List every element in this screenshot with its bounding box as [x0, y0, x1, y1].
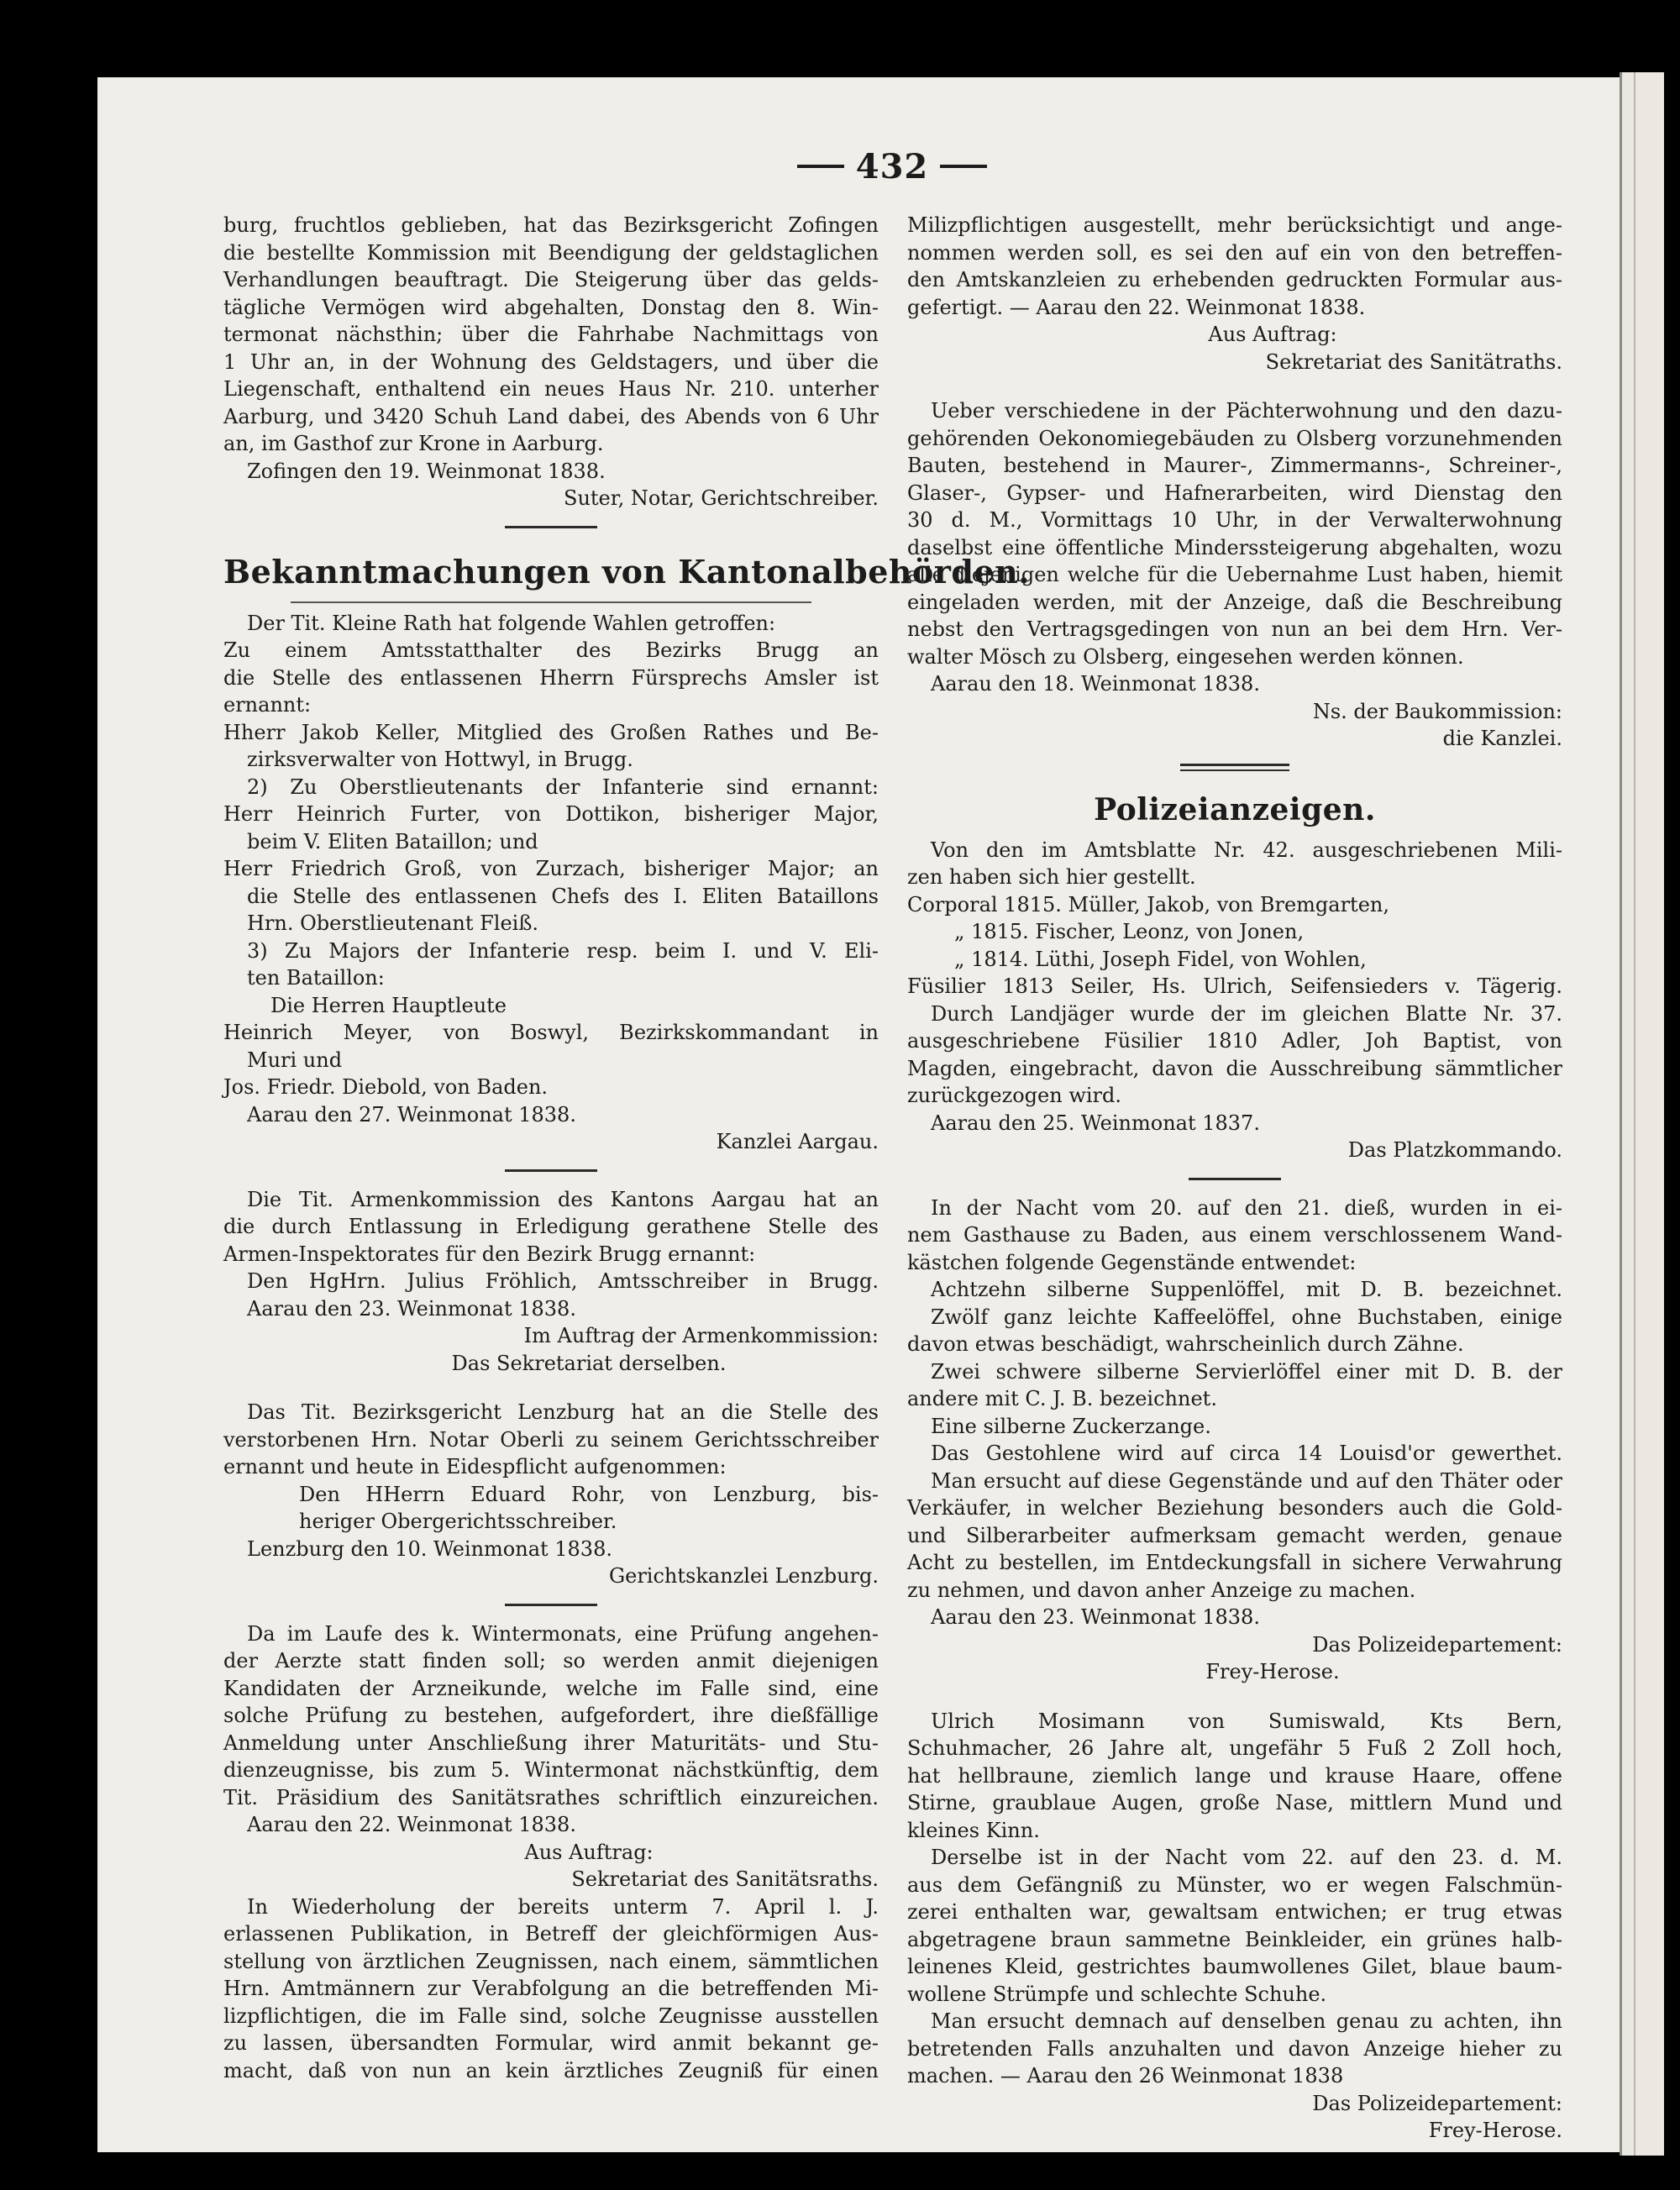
text-line: Von den im Amtsblatte Nr. 42. ausgeschriebenen Mili- — [931, 838, 1562, 862]
text-line: Zofingen den 19. Weinmonat 1838. — [247, 459, 606, 483]
header-rule-right — [940, 165, 987, 168]
separator-rule — [1189, 1178, 1281, 1180]
section-heading: Polizeianzeigen. — [1094, 791, 1376, 827]
text-line: Acht zu bestellen, im Entdeckungsfall in sichere Verwahrung — [907, 1551, 1562, 1574]
text-line: Aarau den 25. Weinmonat 1837. — [931, 1111, 1260, 1135]
text-line: Das Tit. Bezirksgericht Lenzburg hat an die Stelle des — [247, 1400, 879, 1424]
section-separator — [223, 512, 879, 543]
text-line: Ns. der Baukommission: — [1312, 699, 1562, 723]
heading-underline — [223, 601, 879, 610]
text-line: kästchen folgende Gegenstände entwendet: — [907, 1250, 1357, 1274]
text-line: „ 1814. Lüthi, Joseph Fidel, von Wohlen, — [954, 947, 1367, 971]
text-line: kleines Kinn. — [907, 1818, 1040, 1842]
text-line: die Stelle des entlassenen Chefs des I. Eliten Bataillons — [247, 884, 879, 908]
text-line: Aarau den 27. Weinmonat 1838. — [247, 1102, 576, 1127]
text-line: Durch Landjäger wurde der im gleichen Blatte Nr. 37. — [931, 1001, 1562, 1026]
text-line: Da im Laufe des k. Wintermonats, eine Prüfung angehen- — [247, 1621, 879, 1646]
text-line: Den HHerrn Eduard Rohr, von Lenzburg, bis- — [299, 1482, 879, 1506]
separator-rule — [505, 526, 597, 528]
text-line: Kanzlei Aargau. — [716, 1130, 879, 1153]
text-line: beim V. Eliten Bataillon; und — [247, 829, 538, 853]
text-line: Achtzehn silberne Suppenlöffel, mit D. B. bezeichnet. — [931, 1278, 1562, 1301]
text-line: Liegenschaft, enthaltend ein neues Haus Nr. 210. unterher — [223, 377, 879, 401]
section-separator — [223, 1590, 879, 1620]
section-separator — [907, 1164, 1562, 1195]
text-line: Muri und — [247, 1048, 343, 1072]
text-line: davon etwas beschädigt, wahrscheinlich durch Zähne. — [907, 1332, 1464, 1356]
section-gap — [907, 376, 1562, 397]
text-line: 1 Uhr an, in der Wohnung des Geldstagers, und über die — [223, 349, 879, 374]
text-line: Gerichtskanzlei Lenzburg. — [608, 1564, 879, 1588]
separator-rule — [1180, 764, 1289, 771]
text-line: ausgeschriebene Füsilier 1810 Adler, Joh Baptist, von — [907, 1029, 1562, 1053]
text-line: nommen werden soll, es sei den auf ein von den betreffen- — [907, 240, 1562, 265]
page-header — [766, 141, 1018, 192]
text-line: die bestellte Kommission mit Beendigung der geldstaglichen — [223, 240, 879, 265]
underline-rule — [291, 601, 811, 603]
separator-rule — [505, 1604, 597, 1606]
text-line: die durch Entlassung in Erledigung gerathene Stelle des — [223, 1215, 879, 1238]
text-line: Armen-Inspektorates für den Bezirk Brugg ernannt: — [223, 1242, 756, 1266]
separator-rule — [505, 1169, 597, 1172]
text-line: Aarburg, und 3420 Schuh Land dabei, des Abends von 6 Uhr — [223, 404, 879, 428]
text-line: Sekretariat des Sanitätraths. — [1265, 349, 1562, 374]
text-line: Heinrich Meyer, von Boswyl, Bezirkskommandant in — [223, 1021, 879, 1044]
text-line: Ulrich Mosimann von Sumiswald, Kts Bern, — [931, 1709, 1562, 1733]
text-line: Tit. Präsidium des Sanitätsrathes schriftlich einzureichen. — [223, 1785, 879, 1809]
text-line: eingeladen werden, mit der Anzeige, daß die Beschreibung — [907, 590, 1562, 614]
section-separator — [223, 1156, 879, 1186]
text-line: ten Bataillon: — [247, 966, 385, 990]
header-rule-left — [797, 165, 844, 168]
text-line: machen. — Aarau den 26 Weinmonat 1838 — [907, 2064, 1344, 2088]
text-line: hat hellbraune, ziemlich lange und krause Haare, offene — [907, 1763, 1562, 1788]
text-line: burg, fruchtlos geblieben, hat das Bezirksgericht Zofingen — [223, 213, 879, 237]
text-line: Frey-Herose. — [1428, 2119, 1562, 2142]
text-line: daselbst eine öffentliche Minderssteigerung abgehalten, wozu — [907, 535, 1562, 559]
text-line: zu lassen, übersandten Formular, wird anmit bekannt ge- — [223, 2031, 879, 2055]
text-line: an, im Gasthof zur Krone in Aarburg. — [223, 432, 604, 455]
text-line: Jos. Friedr. Diebold, von Baden. — [223, 1075, 549, 1099]
text-line: Milizpflichtigen ausgestellt, mehr berücksichtigt und ange- — [907, 213, 1562, 237]
text-line: 2) Zu Oberstlieutenants der Infanterie sind ernannt: — [247, 775, 879, 799]
text-line: zirksverwalter von Hottwyl, in Brugg. — [247, 748, 633, 771]
text-line: Bauten, bestehend in Maurer-, Zimmermanns-, Schreiner-, — [907, 454, 1562, 477]
text-line: den Amtskanzleien zu erhebenden gedruckten Formular aus- — [907, 268, 1562, 291]
section-separator — [907, 753, 1562, 783]
adjacent-page-edge — [1620, 72, 1664, 2156]
text-line: zerei enthalten war, gewaltsam entwichen; er trug etwas — [907, 1900, 1562, 1924]
text-line: Ueber verschiedene in der Pächterwohnung und den dazu- — [931, 399, 1562, 423]
text-line: Frey-Herose. — [1205, 1660, 1340, 1683]
text-line: termonat nächsthin; über die Fahrhabe Nachmittags von — [223, 323, 879, 346]
text-line: Aus Auftrag: — [1208, 323, 1337, 346]
right-column — [907, 212, 1562, 2145]
text-line: Suter, Notar, Gerichtschreiber. — [564, 486, 879, 510]
text-line: Magden, eingebracht, davon die Ausschreibung sämmtlicher — [907, 1056, 1562, 1080]
text-line: Zu einem Amtsstatthalter des Bezirks Brugg an — [223, 638, 879, 662]
text-line: Aus Auftrag: — [524, 1840, 654, 1864]
text-line: wollene Strümpfe und schlechte Schuhe. — [907, 1982, 1327, 2006]
text-line: solche Prüfung zu bestehen, aufgefordert, ihre dießfällige — [223, 1704, 879, 1727]
text-line: Das Gestohlene wird auf circa 14 Louisd'or gewerthet. — [931, 1442, 1562, 1465]
text-line: Corporal 1815. Müller, Jakob, von Bremgarten, — [907, 892, 1389, 916]
text-line: Aarau den 23. Weinmonat 1838. — [931, 1605, 1260, 1629]
text-line: Man ersucht demnach auf denselben genau zu achten, ihn — [931, 2009, 1562, 2033]
text-line: Die Tit. Armenkommission des Kantons Aargau hat an — [247, 1187, 879, 1211]
text-line: Hherr Jakob Keller, Mitglied des Großen Rathes und Be- — [223, 720, 879, 744]
text-line: Man ersucht auf diese Gegenstände und auf den Thäter oder — [931, 1468, 1562, 1493]
text-line: andere mit C. J. B. bezeichnet. — [907, 1387, 1217, 1410]
text-line: Stirne, graublaue Augen, große Nase, mittlern Mund und — [907, 1791, 1562, 1814]
text-line: verstorbenen Hrn. Notar Oberli zu seinem Gerichtsschreiber — [223, 1427, 879, 1452]
text-line: In Wiederholung der bereits unterm 7. April l. J. — [247, 1894, 879, 1919]
text-line: „ 1815. Fischer, Leonz, von Jonen, — [954, 920, 1305, 943]
text-line: stellung von ärztlichen Zeugnissen, nach einem, sämmtlichen — [223, 1949, 879, 1973]
text-line: ernannt: — [223, 693, 312, 717]
text-line: lizpflichtigen, die im Falle sind, solche Zeugnisse ausstellen — [223, 2004, 879, 2028]
text-line: tägliche Vermögen wird abgehalten, Donstag den 8. Win- — [223, 295, 879, 319]
text-line: Aarau den 23. Weinmonat 1838. — [247, 1296, 576, 1321]
text-line: ernannt und heute in Eidespflicht aufgenommen: — [223, 1455, 727, 1478]
text-line: die Stelle des entlassenen Hherrn Fürsprechs Amsler ist — [223, 665, 879, 690]
section-heading: Bekanntmachungen von Kantonalbehörden. — [223, 552, 1031, 591]
text-line: heriger Obergerichtsschreiber. — [299, 1510, 617, 1533]
text-line: Kandidaten der Arzneikunde, welche im Falle sind, eine — [223, 1676, 879, 1700]
text-line: Sekretariat des Sanitätsraths. — [571, 1867, 879, 1891]
text-line: Herr Friedrich Groß, von Zurzach, bisheriger Major; an — [223, 857, 879, 880]
text-line: leinenes Kleid, gestrichtes baumwollenes Gilet, blaue baum- — [907, 1955, 1562, 1978]
text-line: Das Polizeidepartement: — [1312, 1632, 1562, 1657]
text-line: und Silberarbeiter aufmerksam gemacht werden, genaue — [907, 1523, 1562, 1547]
text-line: der Aerzte statt finden soll; so werden anmit diejenigen — [223, 1649, 879, 1673]
text-line: Zwei schwere silberne Servierlöffel einer mit D. B. der — [931, 1359, 1562, 1384]
text-line: zurückgezogen wird. — [907, 1084, 1122, 1107]
text-line: Der Tit. Kleine Rath hat folgende Wahlen getroffen: — [247, 611, 776, 635]
text-line: alle diejenigen welche für die Uebernahme Lust haben, hiemit — [907, 563, 1562, 586]
section-gap — [907, 1686, 1562, 1708]
text-line: Aarau den 18. Weinmonat 1838. — [931, 672, 1260, 696]
text-line: Glaser-, Gypser- und Hafnerarbeiten, wird Dienstag den — [907, 481, 1562, 505]
text-line: gehörenden Oekonomiegebäuden zu Olsberg vorzunehmenden — [907, 426, 1562, 450]
text-line: walter Mösch zu Olsberg, eingesehen werden können. — [907, 644, 1464, 669]
text-line: Eine silberne Zuckerzange. — [931, 1414, 1211, 1438]
text-line: Derselbe ist in der Nacht vom 22. auf den 23. d. M. — [931, 1846, 1562, 1869]
text-line: zen haben sich hier gestellt. — [907, 865, 1196, 889]
text-line: Hrn. Amtmännern zur Verabfolgung an die betreffenden Mi- — [223, 1977, 879, 2000]
text-line: 30 d. M., Vormittags 10 Uhr, in der Verwalterwohnung — [907, 508, 1562, 532]
text-line: Verkäufer, in welcher Beziehung besonders auch die Gold- — [907, 1496, 1562, 1520]
text-line: Den HgHrn. Julius Fröhlich, Amtsschreiber in Brugg. — [247, 1269, 879, 1293]
text-line: Anmeldung unter Anschließung ihrer Maturitäts- und Stu- — [223, 1730, 879, 1755]
text-line: In der Nacht vom 20. auf den 21. dieß, wurden in ei- — [931, 1195, 1562, 1220]
text-line: betretenden Falls anzuhalten und davon Anzeige hieher zu — [907, 2036, 1562, 2061]
text-line: Aarau den 22. Weinmonat 1838. — [247, 1813, 576, 1836]
text-line: Das Sekretariat derselben. — [451, 1351, 727, 1375]
text-line: gefertigt. — Aarau den 22. Weinmonat 1838. — [907, 295, 1366, 319]
text-line: Herr Heinrich Furter, von Dottikon, bisheriger Major, — [223, 802, 879, 826]
text-line: dienzeugnisse, bis zum 5. Wintermonat nächstkünftig, dem — [223, 1758, 879, 1782]
text-line: Lenzburg den 10. Weinmonat 1838. — [247, 1536, 612, 1561]
text-line: macht, daß von nun an kein ärztliches Zeugniß für einen — [223, 2058, 879, 2082]
text-line: Hrn. Oberstlieutenant Fleiß. — [247, 911, 539, 935]
text-line: nem Gasthause zu Baden, aus einem verschlossenem Wand- — [907, 1223, 1562, 1247]
text-line: aus dem Gefängniß zu Münster, wo er wegen Falschmün- — [907, 1872, 1562, 1897]
page-number: 432 — [855, 146, 929, 186]
text-line: 3) Zu Majors der Infanterie resp. beim I. und V. Eli- — [247, 938, 879, 963]
text-line: die Kanzlei. — [1442, 727, 1562, 750]
text-line: Schuhmacher, 26 Jahre alt, ungefähr 5 Fuß 2 Zoll hoch, — [907, 1736, 1562, 1760]
text-line: abgetragene braun sammetne Beinkleider, ein grünes halb- — [907, 1927, 1562, 1951]
text-line: Die Herren Hauptleute — [270, 993, 507, 1017]
text-line: Das Platzkommando. — [1347, 1138, 1562, 1162]
section-gap — [223, 1377, 879, 1399]
text-line: Verhandlungen beauftragt. Die Steigerung über das gelds- — [223, 268, 879, 291]
text-line: erlassenen Publikation, in Betreff der gleichförmigen Aus- — [223, 1922, 879, 1946]
text-line: nebst den Vertragsgedingen von nun an bei dem Hrn. Ver- — [907, 617, 1562, 641]
text-line: Das Polizeidepartement: — [1312, 2091, 1562, 2115]
text-line: Zwölf ganz leichte Kaffeelöffel, ohne Buchstaben, einige — [931, 1305, 1562, 1329]
text-line: Füsilier 1813 Seiler, Hs. Ulrich, Seifensieders v. Tägerig. — [907, 974, 1562, 998]
text-line: zu nehmen, und davon anher Anzeige zu machen. — [907, 1578, 1416, 1602]
text-line: Im Auftrag der Armenkommission: — [523, 1324, 879, 1347]
